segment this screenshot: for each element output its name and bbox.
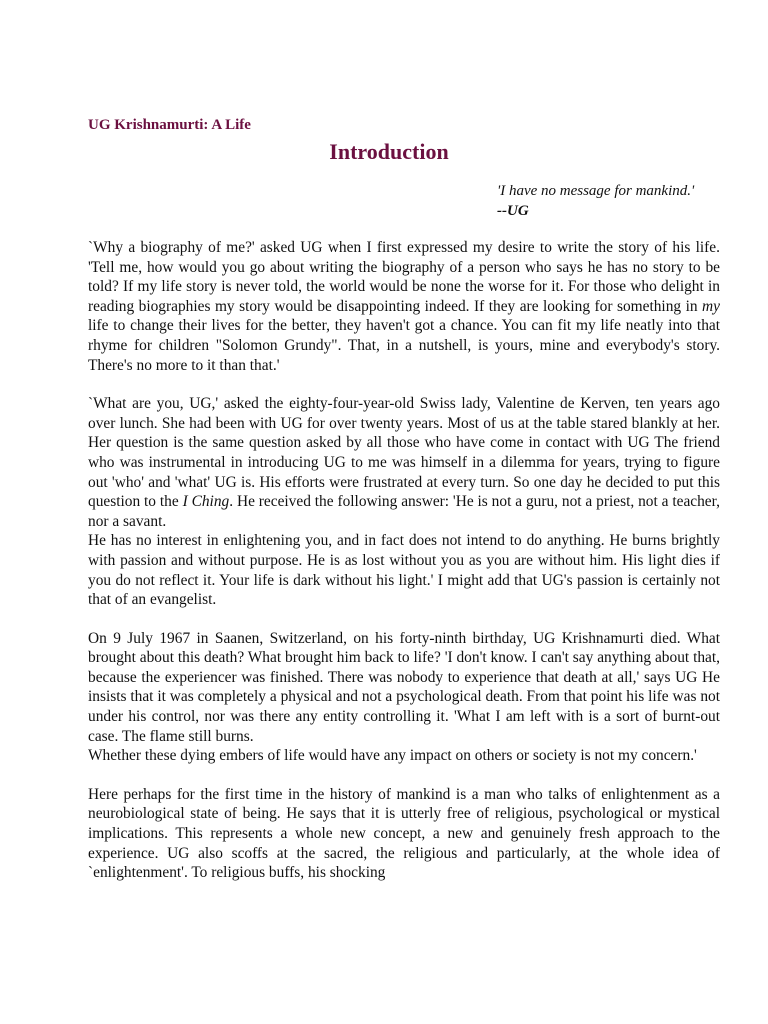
paragraph-text: life to change their lives for the better, they haven't got a chance. You can fit my life neatly into that rhyme for children "Solomon Grundy". That, in a nutshell, is yours, mine and everybody's story. There's no more to it than that.'	[88, 317, 720, 374]
paragraph-text: . He received the following answer: 'He is not a guru, not a priest, not a teacher, nor a savant.	[88, 493, 720, 530]
running-title: UG Krishnamurti: A Life	[88, 117, 251, 133]
paragraph: Here perhaps for the first time in the history of mankind is a man who talks of enlightenment as a neurobiological state of being. He says that it is utterly free of religious, psychological or mystical implications. This represents a whole new concept, a new and genuinely fresh approach to the experience. UG also scoffs at the sacred, the religious and particularly, at the whole idea of `enlightenment'. To religious buffs, his shocking	[88, 785, 720, 882]
epigraph	[497, 181, 694, 221]
chapter-heading: Introduction	[329, 139, 449, 164]
paragraph: Whether these dying embers of life would have any impact on others or society is not my concern.'	[88, 747, 697, 765]
emphasis-text: my	[702, 297, 720, 315]
epigraph-quote: 'I have no message for mankind.'	[497, 183, 695, 199]
paragraph: He has no interest in enlightening you, and in fact does not intend to do anything. He burns brightly with passion and without purpose. He is as lost without you as you are without him. His light dies if you do not reflect it. Your life is dark without his light.' I might add that UG's passion is certainly not that of an evangelist.	[88, 532, 720, 609]
paragraph-text: `What are you, UG,' asked the eighty-four-year-old Swiss lady, Valentine de Kerven, ten years ago over lunch. She had been with UG for over twenty years. Most of us at the table stared blankly at her. Her question is the same question asked by all those who have come in contact with UG The friend who was instrumental in introducing UG to me was himself in a dilemma for years, trying to figure out 'who' and 'what' UG is. His efforts were frustrated at every turn. So one day he decided to put this question to the	[88, 395, 720, 511]
paragraph-text: `Why a biography of me?' asked UG when I first expressed my desire to write the story of his life. 'Tell me, how would you go about writing the biography of a person who says he has no story to be told? If my life story is never told, the world would be none the worse for it. For those who delight in reading biographies my story would be disappointing indeed. If they are looking for something in	[88, 239, 720, 315]
paragraph	[88, 394, 720, 531]
paragraph	[88, 238, 720, 375]
epigraph-attribution: --UG	[497, 203, 529, 219]
body-text	[88, 238, 720, 902]
paragraph: On 9 July 1967 in Saanen, Switzerland, on his forty-ninth birthday, UG Krishnamurti died. What brought about this death? What brought him back to life? 'I don't know. I can't say anything about that, because the experiencer was finished. There was nobody to experience that death at all,' says UG He insists that it was completely a physical and not a psychological death. From that point his life was not under his control, nor was there any entity controlling it. 'What I am left with is a sort of burnt-out case. The flame still burns.	[88, 629, 720, 745]
book-title-emphasis: I Ching	[182, 493, 230, 511]
